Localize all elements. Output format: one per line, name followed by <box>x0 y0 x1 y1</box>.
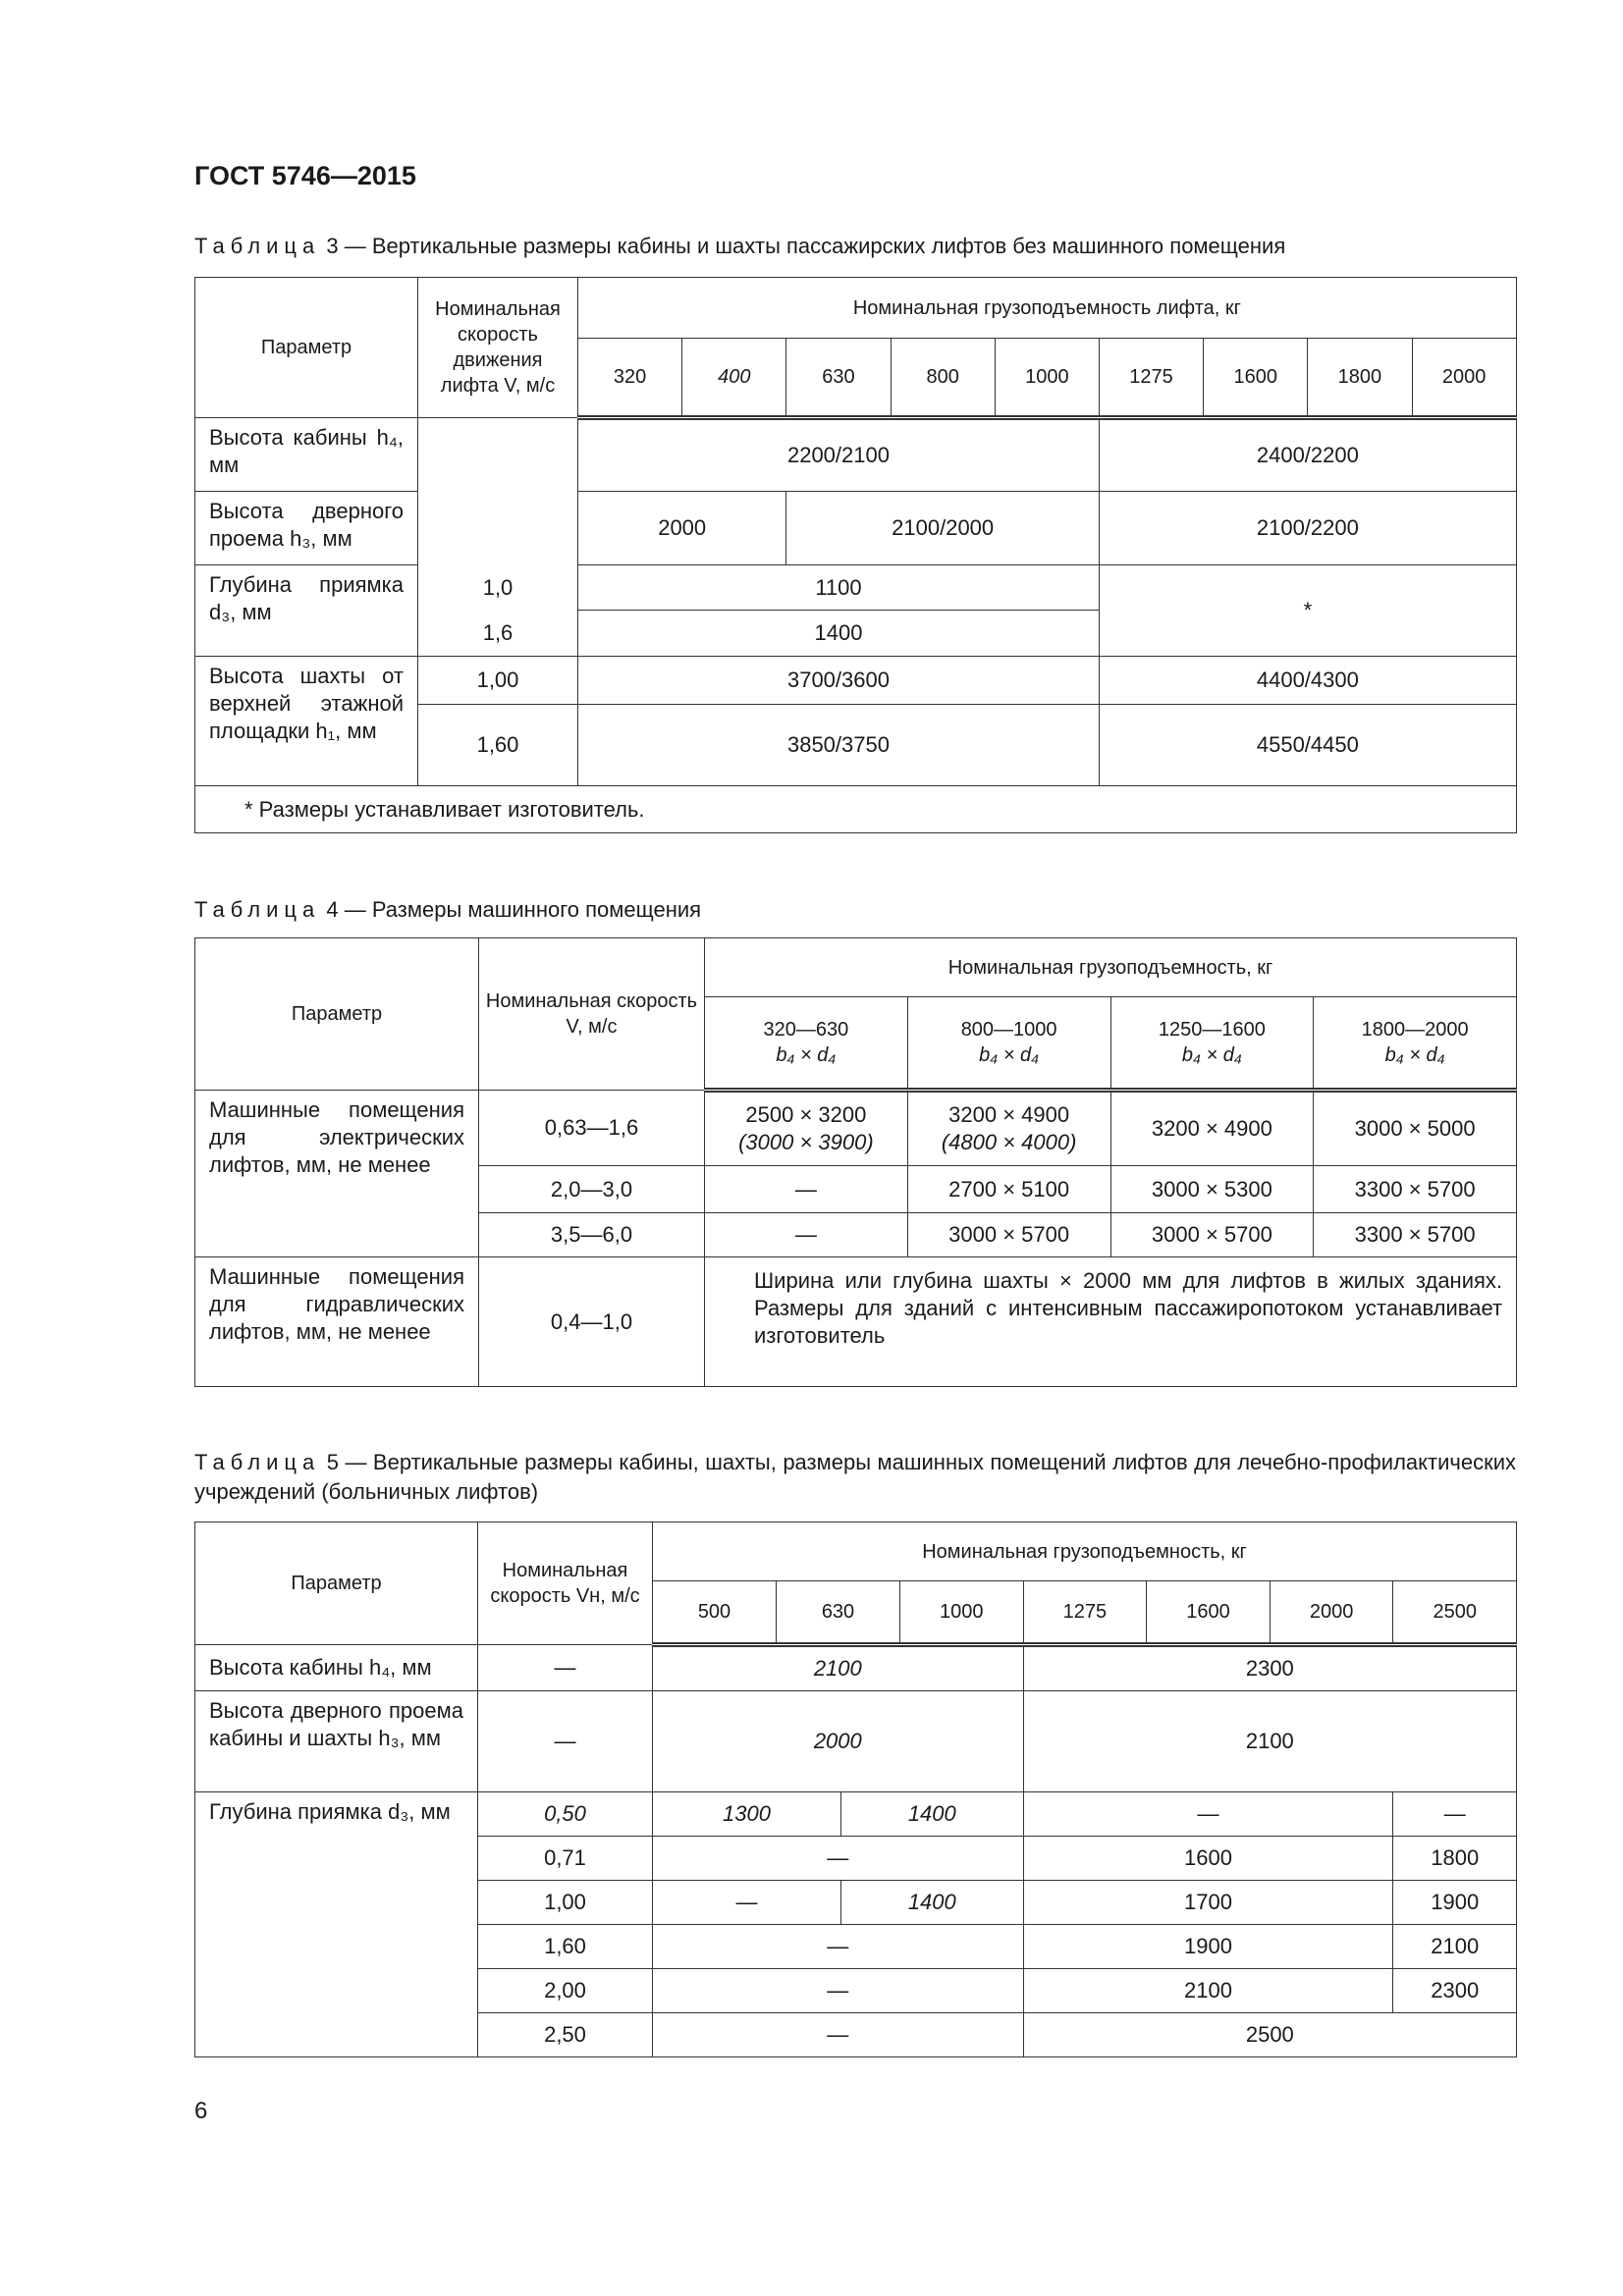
t3-header-speed: Номинальная скорость движения лифта V, м/с <box>418 278 578 418</box>
t5-speed: 1,60 <box>478 1925 653 1969</box>
t5-row-label: Высота дверного проема кабины и шахты h₃, мм <box>195 1691 478 1792</box>
t3-cell: 2400/2200 <box>1099 418 1516 492</box>
t3-cell: 2100/2000 <box>786 492 1100 565</box>
page-number: 6 <box>194 2098 208 2124</box>
t5-cell: 1900 <box>1393 1881 1517 1925</box>
t5-load: 1600 <box>1147 1581 1271 1645</box>
t5-cell: 1900 <box>1023 1925 1393 1969</box>
t5-load: 2000 <box>1270 1581 1393 1645</box>
t4-cell: 3200 × 4900 <box>1110 1091 1314 1166</box>
t4-header-load: Номинальная грузоподъемность, кг <box>705 938 1517 997</box>
t3-load: 320 <box>578 339 682 418</box>
t3-cell: 2200/2100 <box>578 418 1100 492</box>
t3-load: 1600 <box>1204 339 1308 418</box>
t5-cell: — <box>653 1837 1024 1881</box>
t4-speed: 0,63—1,6 <box>479 1091 705 1166</box>
t4-hyd-text: Ширина или глубина шахты × 2000 мм для лифтов в жилых зданиях. Размеры для зданий с интенсивным пассажиропотоком устанавливает изготовитель <box>705 1257 1517 1387</box>
t4-range: 1800—2000 b₄ × d₄ <box>1314 997 1517 1091</box>
t4-cell: 3000 × 5700 <box>907 1213 1110 1257</box>
t3-load: 2000 <box>1412 339 1516 418</box>
t3-header-load: Номинальная грузоподъемность лифта, кг <box>578 278 1517 339</box>
t4-range: 1250—1600 b₄ × d₄ <box>1110 997 1314 1091</box>
t4-speed: 2,0—3,0 <box>479 1166 705 1213</box>
t3-speed: 1,00 <box>418 657 578 705</box>
t4-cell: 3000 × 5000 <box>1314 1091 1517 1166</box>
t5-cell: 2100 <box>1023 1969 1393 2013</box>
t5-speed: 2,50 <box>478 2013 653 2057</box>
t5-cell: — <box>653 1925 1024 1969</box>
t4-header-param: Параметр <box>195 938 479 1091</box>
t5-cell: 2100 <box>1393 1925 1517 1969</box>
t5-cell: — <box>653 2013 1024 2057</box>
document-title: ГОСТ 5746—2015 <box>194 161 416 190</box>
t5-cell: 1600 <box>1023 1837 1393 1881</box>
t3-load: 630 <box>786 339 891 418</box>
t5-speed: 2,00 <box>478 1969 653 2013</box>
t3-header-param: Параметр <box>195 278 418 418</box>
t3-speed-empty <box>418 418 578 565</box>
t3-cell: 4550/4450 <box>1099 705 1516 786</box>
t4-row-label: Машинные помещения для гидравлических лифтов, мм, не менее <box>195 1257 479 1387</box>
t5-load: 1000 <box>900 1581 1024 1645</box>
t3-speed: 1,0 <box>418 565 578 611</box>
t5-speed: 1,00 <box>478 1881 653 1925</box>
t3-load: 1275 <box>1099 339 1203 418</box>
table5-caption: Таблица 5 — Вертикальные размеры кабины, шахты, размеры машинных помещений лифтов для лечебно-профилактических учреждений (больничных лифтов) <box>194 1450 1516 1504</box>
t3-cell: 1100 <box>578 565 1100 611</box>
t5-cell: 1800 <box>1393 1837 1517 1881</box>
t3-cell: 1400 <box>578 611 1100 657</box>
t5-row-label: Высота кабины h₄, мм <box>195 1645 478 1691</box>
t5-cell: 2000 <box>653 1691 1024 1792</box>
t5-cell: 2500 <box>1023 2013 1516 2057</box>
t5-cell: — <box>653 1881 841 1925</box>
t5-cell: 1400 <box>841 1792 1024 1837</box>
t3-cell: 4400/4300 <box>1099 657 1516 705</box>
t4-range: 800—1000 b₄ × d₄ <box>907 997 1110 1091</box>
t5-load: 630 <box>777 1581 900 1645</box>
t3-footnote: * Размеры устанавливает изготовитель. <box>195 786 1517 833</box>
t5-row-label: Глубина приямка d₃, мм <box>195 1792 478 2057</box>
table3 <box>194 277 1517 833</box>
t5-cell: — <box>653 1969 1024 2013</box>
t5-cell: 2100 <box>1023 1691 1516 1792</box>
t5-cell: 2100 <box>653 1645 1024 1691</box>
t5-cell: — <box>1023 1792 1393 1837</box>
table4-caption: Таблица 4 — Размеры машинного помещения <box>194 897 702 922</box>
t3-cell: * <box>1099 565 1516 657</box>
t4-row-label: Машинные помещения для электрических лифтов, мм, не менее <box>195 1091 479 1257</box>
t3-load: 800 <box>891 339 995 418</box>
t5-cell: 1400 <box>841 1881 1024 1925</box>
t4-cell: 3000 × 5300 <box>1110 1166 1314 1213</box>
t5-load: 500 <box>653 1581 777 1645</box>
t5-speed: — <box>478 1691 653 1792</box>
t3-cell: 3850/3750 <box>578 705 1100 786</box>
t3-load: 1000 <box>995 339 1099 418</box>
t5-cell: — <box>1393 1792 1517 1837</box>
t5-cell: 2300 <box>1393 1969 1517 2013</box>
t5-load: 1275 <box>1023 1581 1147 1645</box>
t5-header-speed: Номинальная скорость Vн, м/с <box>478 1522 653 1645</box>
t3-speed: 1,6 <box>418 611 578 657</box>
t3-speed: 1,60 <box>418 705 578 786</box>
t5-cell: 1300 <box>653 1792 841 1837</box>
t3-row-label: Глубина приямка d₃, мм <box>195 565 418 657</box>
table5 <box>194 1522 1517 2057</box>
t3-load: 1800 <box>1308 339 1412 418</box>
table3-caption: Таблица 3 — Вертикальные размеры кабины и шахты пассажирских лифтов без машинного помещения <box>194 234 1286 258</box>
t4-speed: 0,4—1,0 <box>479 1257 705 1387</box>
t4-cell: — <box>705 1213 908 1257</box>
t3-row-label: Высота шахты от верхней этажной площадки h₁, мм <box>195 657 418 786</box>
t4-cell: 3000 × 5700 <box>1110 1213 1314 1257</box>
t4-speed: 3,5—6,0 <box>479 1213 705 1257</box>
t5-cell: 2300 <box>1023 1645 1516 1691</box>
table4 <box>194 937 1517 1387</box>
t4-cell: — <box>705 1166 908 1213</box>
t4-header-speed: Номинальная скорость V, м/с <box>479 938 705 1091</box>
t5-speed: 0,71 <box>478 1837 653 1881</box>
t3-cell: 2100/2200 <box>1099 492 1516 565</box>
t5-load: 2500 <box>1393 1581 1517 1645</box>
t5-speed: 0,50 <box>478 1792 653 1837</box>
t5-header-param: Параметр <box>195 1522 478 1645</box>
t5-header-load: Номинальная грузоподъемность, кг <box>653 1522 1517 1581</box>
t4-cell: 3200 × 4900 (4800 × 4000) <box>907 1091 1110 1166</box>
t5-speed: — <box>478 1645 653 1691</box>
t5-cell: 1700 <box>1023 1881 1393 1925</box>
t4-cell: 2700 × 5100 <box>907 1166 1110 1213</box>
t3-load: 400 <box>682 339 786 418</box>
t3-row-label: Высота дверного проема h₃, мм <box>195 492 418 565</box>
t4-range: 320—630 b₄ × d₄ <box>705 997 908 1091</box>
t4-cell: 3300 × 5700 <box>1314 1166 1517 1213</box>
t3-cell: 3700/3600 <box>578 657 1100 705</box>
t3-cell: 2000 <box>578 492 786 565</box>
t4-cell: 2500 × 3200 (3000 × 3900) <box>705 1091 908 1166</box>
t3-row-label: Высота кабины h₄, мм <box>195 418 418 492</box>
t4-cell: 3300 × 5700 <box>1314 1213 1517 1257</box>
